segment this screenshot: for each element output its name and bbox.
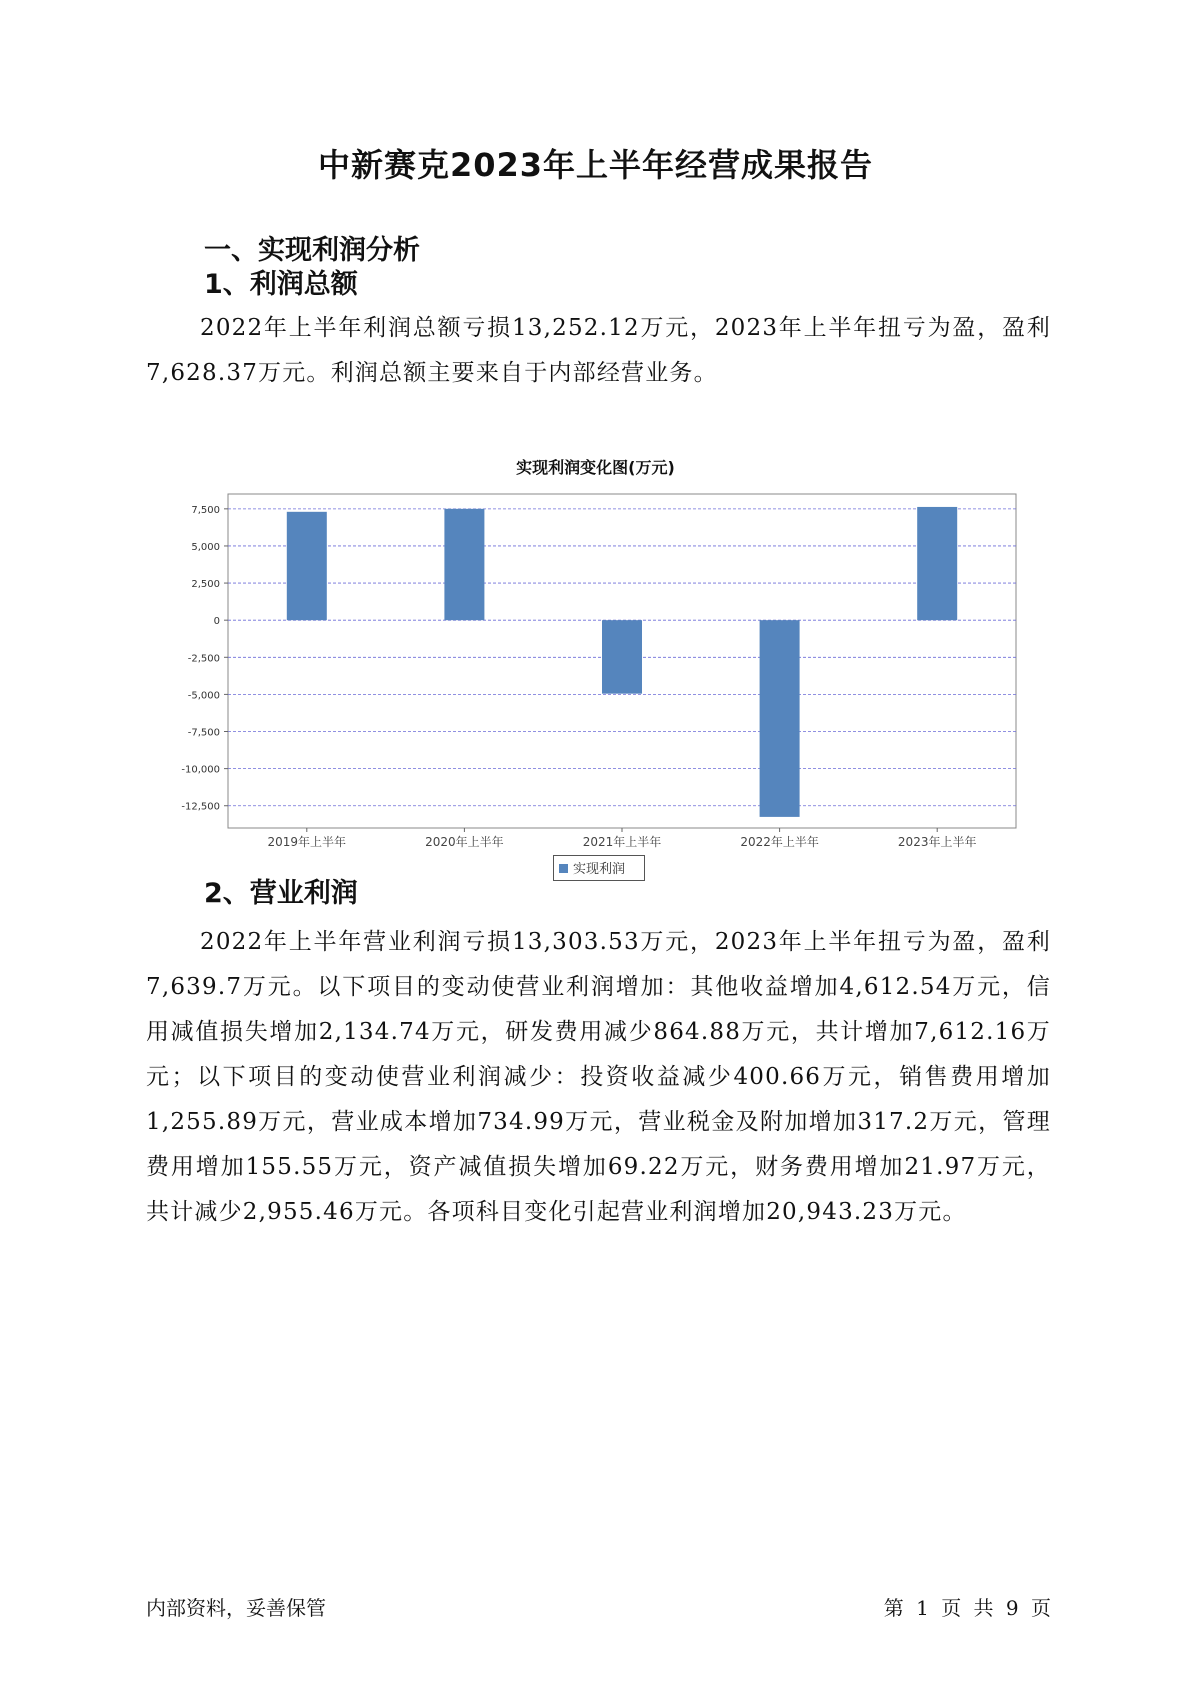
chart-legend — [553, 855, 645, 881]
y-tick-label: -10,000 — [181, 764, 220, 776]
x-tick-label: 2020年上半年 — [425, 835, 504, 848]
bar-2019年上半年 — [287, 512, 327, 620]
y-tick-label: 7,500 — [191, 504, 220, 516]
bar-2023年上半年 — [917, 507, 957, 620]
legend-label: 实现利润 — [573, 862, 626, 877]
y-tick-label: -2,500 — [187, 653, 220, 665]
paragraph-total-profit: 2022年上半年利润总额亏损13,252.12万元，2023年上半年扭亏为盈，盈利7,628.37万元。利润总额主要来自于内部经营业务。 — [146, 315, 1051, 386]
y-tick-label: -5,000 — [187, 690, 220, 702]
footer-confidential-note: 内部资料，妥善保管 — [146, 1596, 326, 1620]
y-tick-label: 0 — [213, 616, 220, 628]
subheading-operating-profit: 2、营业利润 — [204, 878, 358, 909]
y-tick-label: 5,000 — [191, 541, 220, 553]
chart-title: 实现利润变化图(万元) — [516, 458, 675, 477]
x-tick-label: 2019年上半年 — [267, 835, 347, 848]
footer-page-number: 第 1 页 共 9 页 — [883, 1596, 1051, 1620]
y-tick-label: -12,500 — [181, 801, 220, 813]
bar-2020年上半年 — [444, 509, 484, 620]
x-tick-label: 2023年上半年 — [897, 835, 977, 848]
y-tick-label: -7,500 — [187, 727, 220, 739]
bar-2022年上半年 — [760, 620, 800, 817]
x-tick-label: 2022年上半年 — [740, 835, 819, 848]
profit-bar-chart — [160, 488, 1020, 848]
subheading-total-profit: 1、利润总额 — [204, 269, 358, 300]
paragraph-operating-profit: 2022年上半年营业利润亏损13,303.53万元，2023年上半年扭亏为盈，盈利7,639.7万元。以下项目的变动使营业利润增加：其他收益增加4,612.54万元，信用减值损失增加2,134.74万元，研发费用减少864.88万元，共计增加7,612.16万元；以下项目的变动使营业利润减少：投资收益减少400.66万元，销售费用增加1,255.89万元，营业成本增加734.99万元，营业税金及附加增加317.2万元，管理费用增加155.55万元，资产减值损失增加69.22万元，财务费用增加21.97万元，共计减少2,955.46万元。各项科目变化引起营业利润增加20,943.23万元。 — [146, 929, 1051, 1225]
legend-swatch — [559, 864, 568, 873]
x-tick-label: 2021年上半年 — [582, 835, 662, 848]
document-title: 中新赛克2023年上半年经营成果报告 — [317, 146, 874, 184]
bar-2021年上半年 — [602, 620, 642, 693]
section-heading-profit-analysis: 一、实现利润分析 — [204, 235, 420, 266]
y-tick-label: 2,500 — [191, 579, 220, 591]
